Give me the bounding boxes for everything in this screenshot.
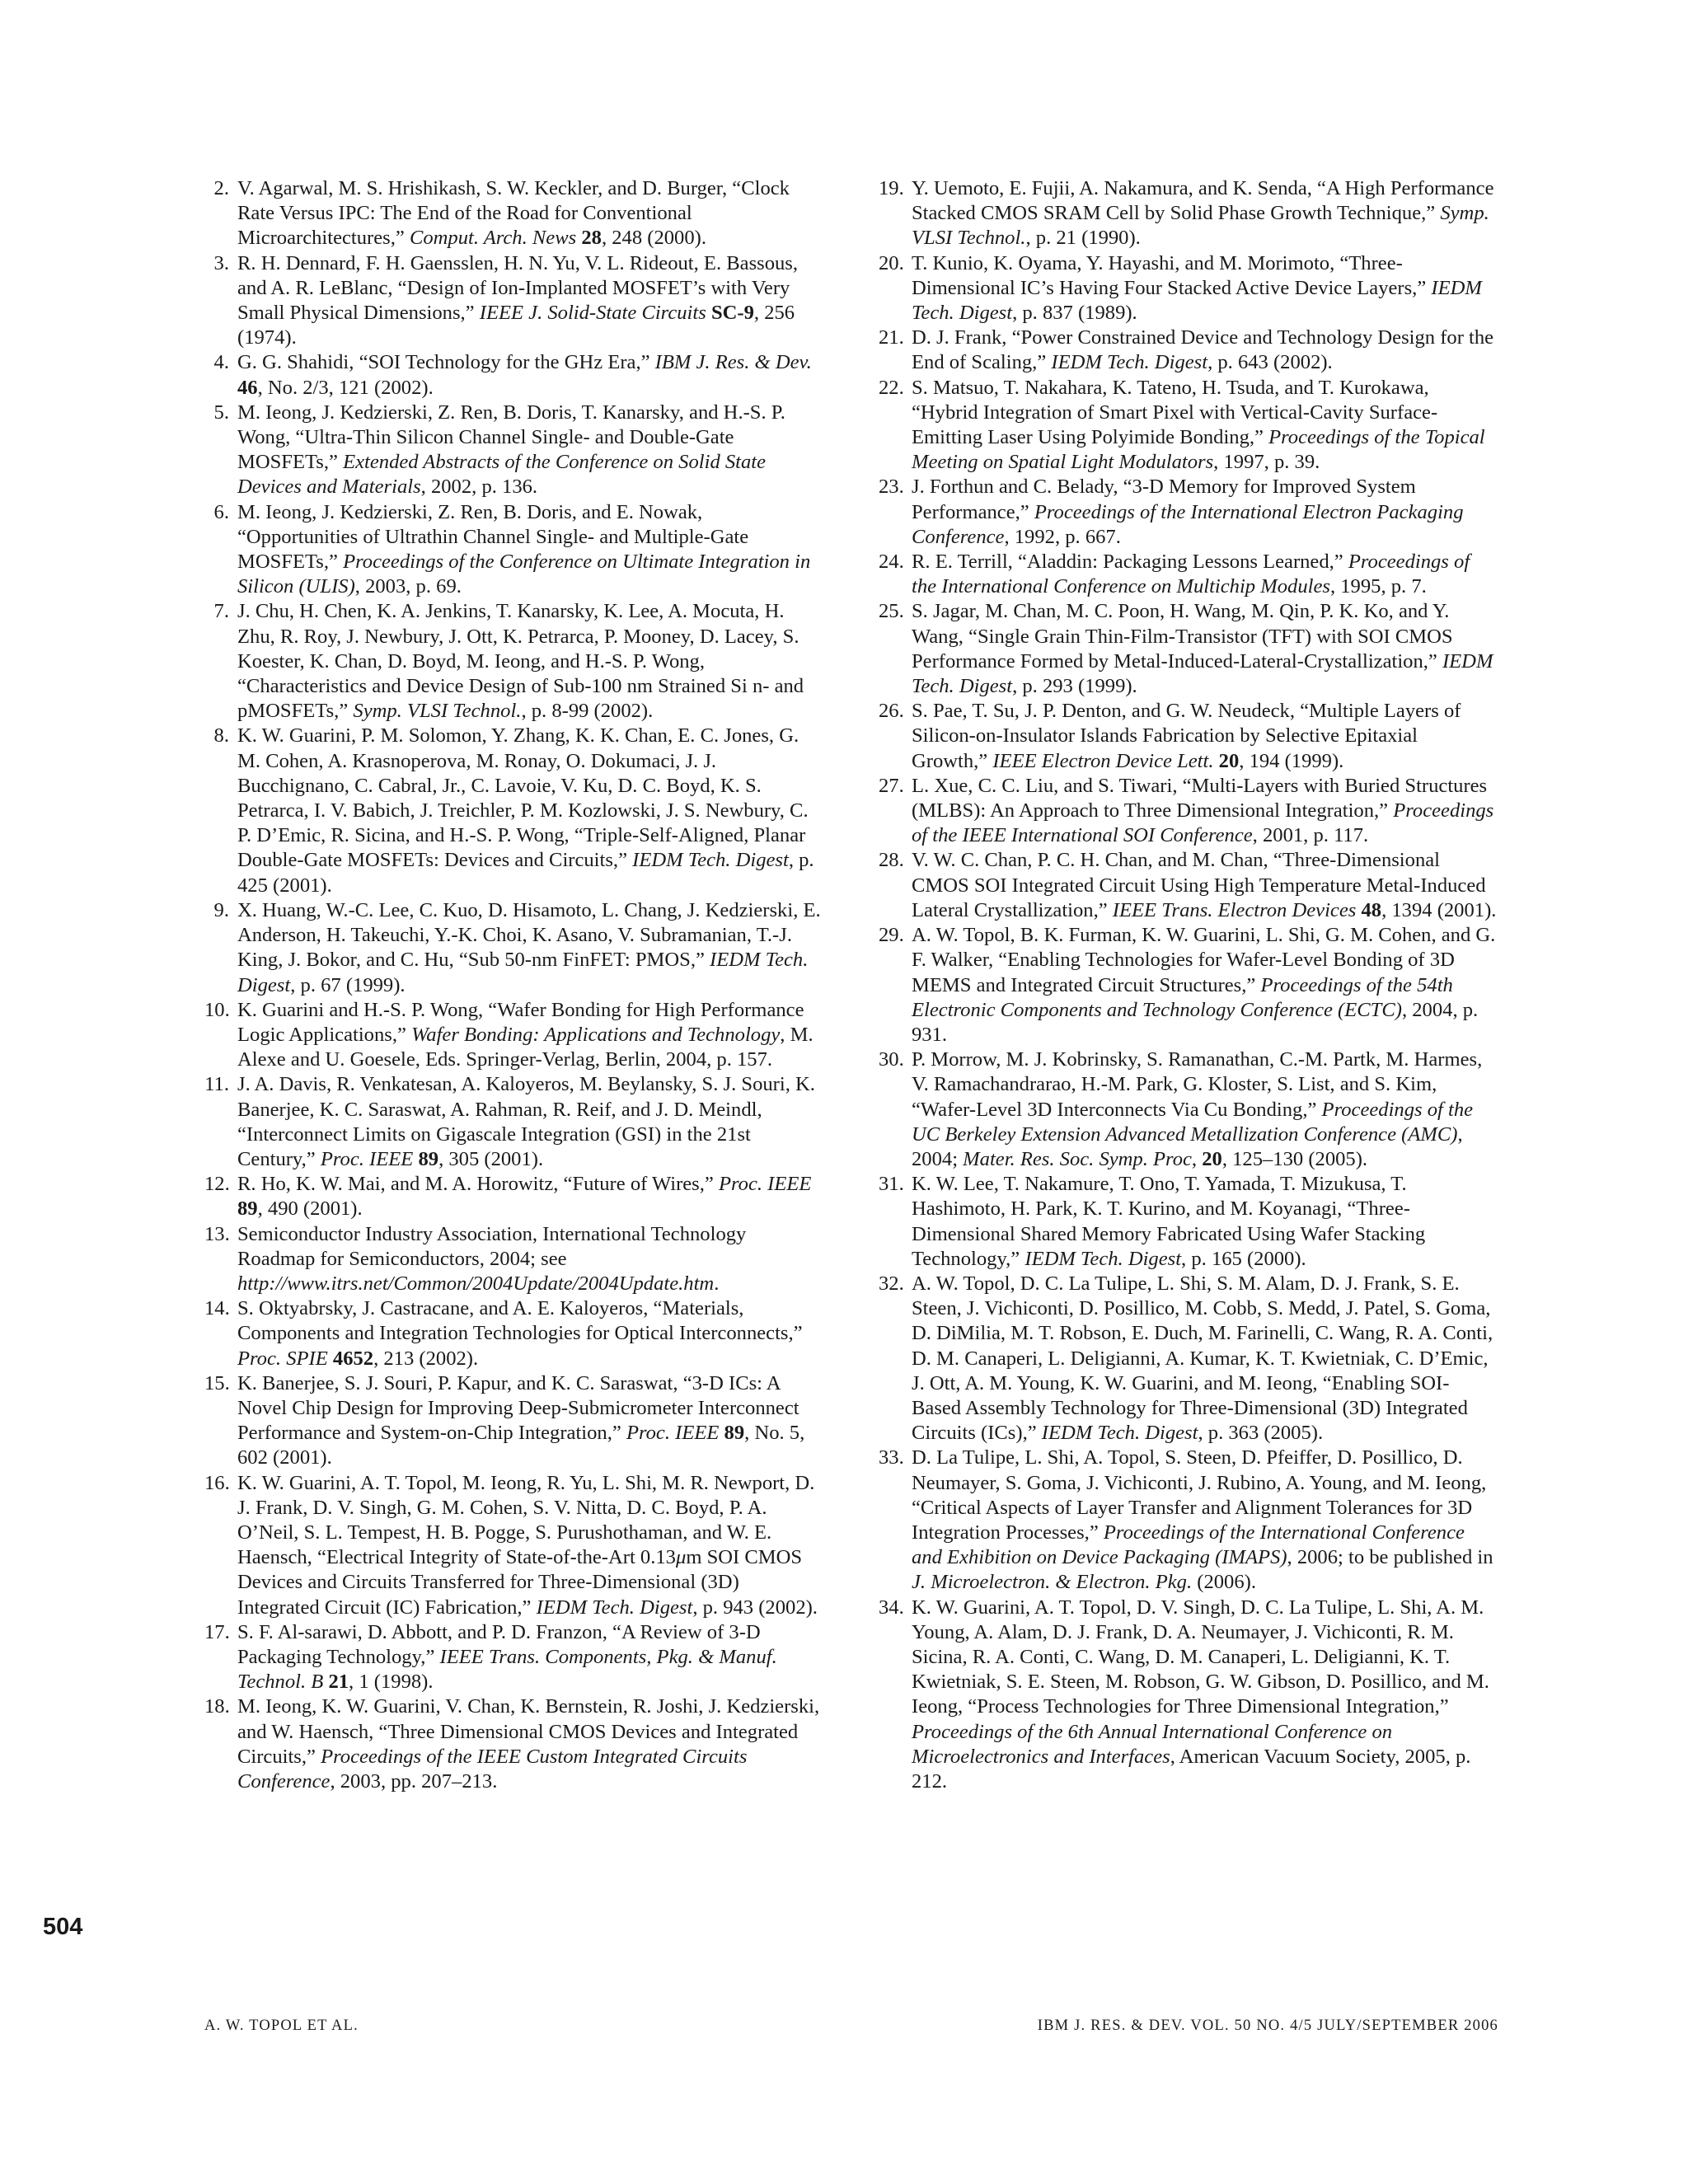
bold-volume-text: 89 bbox=[418, 1147, 439, 1170]
reference-number: 5. bbox=[213, 401, 229, 424]
reference-number: 3. bbox=[213, 251, 229, 274]
reference-text bbox=[237, 1222, 824, 1297]
italic-citation-text: Comput. Arch. News bbox=[409, 227, 577, 250]
reference-number: 34. bbox=[879, 1596, 904, 1619]
citation-text: , 194 (1999). bbox=[1239, 749, 1344, 772]
italic-citation-text: IEDM Tech. Digest bbox=[912, 649, 1493, 698]
reference-item bbox=[204, 1172, 824, 1221]
citation-text: J. Forthun and C. Belady, “3-D Memory for Improved System Performance,” bbox=[912, 476, 1416, 523]
reference-item bbox=[204, 1620, 824, 1695]
reference-item bbox=[204, 500, 824, 600]
reference-item bbox=[204, 401, 824, 500]
citation-text: , No. 5, 602 (2001). bbox=[237, 1422, 805, 1469]
citation-text: , 1995, p. 7. bbox=[1329, 575, 1427, 598]
reference-number: 10. bbox=[204, 998, 230, 1021]
citation-text: P. Morrow, M. J. Kobrinsky, S. Ramanathan, C.-M. Partk, M. Harmes, V. Ramachandrarao, H.-M. Park, G. Kloster, S. List, and S. Kim, “Wafer-Level 3D Interconnects Via Cu Bonding,” bbox=[912, 1048, 1483, 1121]
citation-text: R. Ho, K. W. Mai, and M. A. Horowitz, “Future of Wires,” bbox=[237, 1173, 719, 1196]
citation-text: M. Ieong, K. W. Guarini, V. Chan, K. Bernstein, R. Joshi, J. Kedzierski, and W. Haensch, “Three Dimensional CMOS Devices and Integrated Circuits,” bbox=[237, 1695, 820, 1768]
citation-text: , 2004, p. 931. bbox=[912, 998, 1479, 1046]
italic-citation-text: Wafer Bonding: Applications and Technology bbox=[411, 1023, 781, 1046]
reference-number: 20. bbox=[879, 251, 904, 274]
reference-item bbox=[204, 350, 824, 400]
citation-text: V. Agarwal, M. S. Hrishikash, S. W. Keckler, and D. Burger, “Clock Rate Versus IPC: The End of the Road for Conventional Microarchitectures,” bbox=[237, 177, 790, 250]
bold-volume-text: 20 bbox=[1202, 1147, 1222, 1170]
reference-item bbox=[879, 774, 1498, 849]
citation-text: , 305 (2001). bbox=[438, 1147, 544, 1170]
citation-text: K. W. Guarini, A. T. Topol, D. V. Singh, D. C. La Tulipe, L. Shi, A. M. Young, A. Alam, D. J. Frank, D. A. Neumayer, J. Vichiconti, R. M. Sicina, R. A. Conti, C. Wang, D. M. Canaperi, L. Deligianni, K. T. Kwietniak, S. E. Steen, M. Robson, G. W. Gibson, D. Posillico, and M. Ieong, “Process Technologies for Three Dimensional Integration,” bbox=[912, 1596, 1489, 1718]
reference-item bbox=[204, 599, 824, 724]
citation-text: , 125–130 (2005). bbox=[1221, 1147, 1368, 1170]
reference-text bbox=[912, 599, 1498, 699]
italic-citation-text: μ bbox=[675, 1546, 687, 1569]
italic-citation-text: IEEE Electron Device Lett. bbox=[992, 749, 1214, 772]
reference-number: 9. bbox=[213, 898, 229, 921]
italic-citation-text: Proc. IEEE bbox=[626, 1422, 720, 1445]
citation-text: , p. 21 (1990). bbox=[1025, 227, 1141, 250]
bold-volume-text: 20 bbox=[1218, 749, 1240, 772]
citation-text: , 2006; to be published in bbox=[1287, 1546, 1493, 1569]
citation-text: , 2002, p. 136. bbox=[420, 476, 538, 499]
citation-text: R. E. Terrill, “Aladdin: Packaging Lessons Learned,” bbox=[912, 551, 1348, 574]
reference-column-right bbox=[879, 176, 1498, 1794]
citation-text: K. W. Guarini, A. T. Topol, M. Ieong, R. Yu, L. Shi, M. R. Newport, D. J. Frank, D. V. Singh, G. M. Cohen, S. V. Nitta, D. C. Boyd, P. A. O’Neil, S. L. Tempest, H. B. Pogge, S. Purushothaman, and W. E. Haensch, “Electrical Integrity of State-of-the-Art 0.13 bbox=[237, 1471, 815, 1569]
reference-text bbox=[237, 350, 824, 400]
reference-text bbox=[912, 251, 1498, 326]
reference-text bbox=[237, 500, 824, 600]
italic-citation-text: IEDM Tech. Digest bbox=[912, 276, 1482, 325]
reference-item bbox=[879, 1172, 1498, 1272]
citation-text: X. Huang, W.-C. Lee, C. Kuo, D. Hisamoto, L. Chang, J. Kedzierski, E. Anderson, H. Takeuchi, Y.-K. Choi, K. Asano, V. Subramanian, T.-J. King, J. Bokor, and C. Hu, “Sub 50-nm FinFET: PMOS,” bbox=[237, 898, 821, 972]
citation-text: , M. Alexe and U. Goesele, Eds. Springer-Verlag, Berlin, 2004, p. 157. bbox=[237, 1023, 814, 1071]
citation-text: , 1992, p. 667. bbox=[1004, 525, 1121, 548]
citation-text: S. Oktyabrsky, J. Castracane, and A. E. Kaloyeros, “Materials, Components and Integration Technologies for Optical Interconnects,” bbox=[237, 1297, 803, 1345]
reference-number: 32. bbox=[879, 1272, 904, 1295]
reference-item bbox=[879, 923, 1498, 1047]
reference-text bbox=[237, 176, 824, 251]
reference-text bbox=[912, 1272, 1498, 1446]
citation-text: , No. 2/3, 121 (2002). bbox=[257, 376, 434, 399]
citation-text: , 2003, p. 69. bbox=[354, 575, 462, 598]
italic-citation-text: Proceedings of the IEEE International SOI Conference bbox=[912, 799, 1494, 847]
italic-citation-text: IBM J. Res. & Dev. bbox=[654, 351, 812, 374]
reference-item bbox=[204, 251, 824, 351]
bold-volume-text: 46 bbox=[237, 376, 258, 399]
reference-number: 25. bbox=[879, 600, 904, 623]
bold-volume-text: 4652 bbox=[332, 1347, 374, 1370]
reference-text bbox=[912, 923, 1498, 1047]
reference-item bbox=[879, 251, 1498, 326]
reference-text bbox=[237, 898, 824, 998]
reference-number: 23. bbox=[879, 476, 904, 499]
reference-item bbox=[204, 1222, 824, 1297]
italic-citation-text: Proceedings of the 6th Annual International Conference on Microelectronics and Interfaces bbox=[912, 1720, 1393, 1768]
reference-text bbox=[912, 699, 1498, 774]
citation-text: , p. 643 (2002). bbox=[1207, 351, 1333, 374]
reference-number: 21. bbox=[879, 326, 904, 349]
reference-text bbox=[912, 1047, 1498, 1172]
reference-number: 26. bbox=[879, 700, 904, 723]
reference-text bbox=[237, 1072, 824, 1172]
reference-text bbox=[912, 1446, 1498, 1595]
italic-citation-text: http://www.itrs.net/Common/2004Update/2004Update.htm bbox=[237, 1272, 715, 1295]
reference-text bbox=[912, 848, 1498, 923]
reference-number: 12. bbox=[204, 1173, 230, 1196]
reference-number: 15. bbox=[204, 1371, 230, 1394]
reference-number: 2. bbox=[213, 177, 229, 199]
bold-volume-text: 89 bbox=[724, 1422, 745, 1445]
reference-text bbox=[912, 1596, 1498, 1795]
reference-text bbox=[237, 998, 824, 1073]
citation-text: K. W. Lee, T. Nakamure, T. Ono, T. Yamada, T. Mizukusa, T. Hashimoto, H. Park, K. T. Kurino, and M. Koyanagi, “Three-Dimensional Shared Memory Fabricated Using Wafer Stacking Technology,” bbox=[912, 1173, 1426, 1270]
reference-text bbox=[912, 774, 1498, 849]
reference-text bbox=[237, 1371, 824, 1471]
citation-text: S. Pae, T. Su, J. P. Denton, and G. W. Neudeck, “Multiple Layers of Silicon-on-Insulator Islands Fabrication by Selective Epitaxial Growth,” bbox=[912, 700, 1461, 772]
citation-text: , p. 293 (1999). bbox=[1012, 675, 1137, 698]
citation-text: , bbox=[1191, 1147, 1203, 1170]
reference-text bbox=[912, 376, 1498, 476]
citation-text: D. J. Frank, “Power Constrained Device and Technology Design for the End of Scaling,” bbox=[912, 326, 1494, 374]
reference-item bbox=[879, 848, 1498, 923]
reference-item bbox=[879, 1272, 1498, 1446]
citation-text: (2006). bbox=[1192, 1571, 1256, 1594]
italic-citation-text: IEDM Tech. Digest bbox=[1051, 351, 1208, 374]
reference-number: 24. bbox=[879, 551, 904, 574]
italic-citation-text: Extended Abstracts of the Conference on Solid State Devices and Materials bbox=[237, 451, 767, 499]
running-footer-journal: IBM J. RES. & DEV. VOL. 50 NO. 4/5 JULY/SEPTEMBER 2006 bbox=[1037, 2018, 1498, 2034]
reference-item bbox=[204, 1296, 824, 1371]
citation-text: D. La Tulipe, L. Shi, A. Topol, S. Steen, D. Pfeiffer, D. Posillico, D. Neumayer, S. Goma, J. Vichiconti, J. Rubino, A. Young, and M. Ieong, “Critical Aspects of Layer Transfer and Alignment Tolerances for 3D Integration Processes,” bbox=[912, 1446, 1487, 1544]
italic-citation-text: IEEE Trans. Components, Pkg. & Manuf. Technol. B bbox=[237, 1645, 777, 1694]
bold-volume-text: 28 bbox=[581, 227, 602, 250]
reference-number: 11. bbox=[204, 1073, 229, 1096]
italic-citation-text: IEDM Tech. Digest bbox=[1041, 1422, 1198, 1445]
italic-citation-text: J. Microelectron. & Electron. Pkg. bbox=[912, 1571, 1193, 1594]
italic-citation-text: Proc. IEEE bbox=[718, 1173, 812, 1196]
citation-text: . bbox=[714, 1272, 720, 1295]
reference-number: 13. bbox=[204, 1222, 230, 1245]
reference-number: 33. bbox=[879, 1446, 904, 1469]
bold-volume-text: 21 bbox=[328, 1671, 349, 1694]
reference-item bbox=[204, 998, 824, 1073]
reference-text bbox=[237, 401, 824, 500]
reference-text bbox=[912, 326, 1498, 375]
italic-citation-text: Mater. Res. Soc. Symp. Proc bbox=[963, 1147, 1192, 1170]
italic-citation-text: Symp. VLSI Technol. bbox=[353, 700, 522, 723]
reference-number: 19. bbox=[879, 177, 904, 199]
reference-text bbox=[237, 251, 824, 351]
citation-text: , p. 363 (2005). bbox=[1198, 1422, 1324, 1445]
italic-citation-text: Proceedings of the International Conference and Exhibition on Device Packaging (IMAPS) bbox=[912, 1521, 1465, 1569]
reference-item bbox=[879, 699, 1498, 774]
citation-text: S. Matsuo, T. Nakahara, K. Tateno, H. Tsuda, and T. Kurokawa, “Hybrid Integration of Smart Pixel with Vertical-Cavity Surface-Emitting Laser Using Polyimide Bonding,” bbox=[912, 376, 1438, 449]
reference-text bbox=[237, 599, 824, 724]
reference-item bbox=[204, 724, 824, 898]
reference-item bbox=[879, 176, 1498, 251]
bold-volume-text: 48 bbox=[1361, 898, 1382, 921]
citation-text: T. Kunio, K. Oyama, Y. Hayashi, and M. Morimoto, “Three-Dimensional IC’s Having Four Stacked Active Device Layers,” bbox=[912, 251, 1432, 299]
reference-number: 16. bbox=[204, 1471, 230, 1494]
citation-text: L. Xue, C. C. Liu, and S. Tiwari, “Multi-Layers with Buried Structures (MLBS): An Approach to Three Dimensional Integration,” bbox=[912, 774, 1488, 823]
citation-text: , p. 165 (2000). bbox=[1181, 1247, 1306, 1270]
citation-text: , 2003, pp. 207–213. bbox=[330, 1770, 498, 1793]
italic-citation-text: IEDM Tech. Digest bbox=[237, 949, 809, 996]
reference-number: 31. bbox=[879, 1173, 904, 1196]
citation-text: , 1394 (2001). bbox=[1381, 898, 1497, 921]
citation-text: , p. 837 (1989). bbox=[1012, 302, 1137, 325]
citation-text: M. Ieong, J. Kedzierski, Z. Ren, B. Doris, and E. Nowak, “Opportunities of Ultrathin Channel Single- and Multiple-Gate MOSFETs,” bbox=[237, 500, 749, 574]
reference-item bbox=[879, 1596, 1498, 1795]
running-footer-author: A. W. TOPOL ET AL. bbox=[204, 2018, 359, 2034]
reference-text bbox=[912, 475, 1498, 550]
reference-text bbox=[237, 1172, 824, 1221]
italic-citation-text: Proc. IEEE bbox=[320, 1147, 414, 1170]
citation-text: , 2001, p. 117. bbox=[1252, 824, 1369, 847]
citation-text: K. Guarini and H.-S. P. Wong, “Wafer Bonding for High Performance Logic Applications,” bbox=[237, 998, 804, 1046]
citation-text: , American Vacuum Society, 2005, p. 212. bbox=[912, 1745, 1471, 1793]
reference-number: 18. bbox=[204, 1695, 230, 1718]
reference-item bbox=[204, 1072, 824, 1172]
page-number: 504 bbox=[43, 1914, 83, 1940]
italic-citation-text: IEDM Tech. Digest bbox=[632, 849, 789, 872]
citation-text: , p. 943 (2002). bbox=[692, 1596, 818, 1619]
italic-citation-text: Proceedings of the UC Berkeley Extension Advanced Metallization Conference (AMC) bbox=[912, 1098, 1474, 1146]
reference-item bbox=[879, 550, 1498, 599]
reference-number: 7. bbox=[213, 600, 229, 623]
citation-text: , 256 (1974). bbox=[237, 302, 795, 349]
citation-text: , 1 (1998). bbox=[349, 1671, 434, 1694]
citation-text: M. Ieong, J. Kedzierski, Z. Ren, B. Doris, T. Kanarsky, and H.-S. P. Wong, “Ultra-Thin Silicon Channel Single- and Double-Gate MOSFETs,” bbox=[237, 401, 785, 474]
reference-item bbox=[204, 1694, 824, 1794]
italic-citation-text: Proceedings of the International Electron Packaging Conference bbox=[912, 500, 1464, 548]
italic-citation-text: IEEE Trans. Electron Devices bbox=[1112, 898, 1357, 921]
reference-number: 14. bbox=[204, 1297, 230, 1320]
reference-text bbox=[237, 724, 824, 898]
reference-text bbox=[912, 176, 1498, 251]
reference-item bbox=[879, 475, 1498, 550]
reference-item bbox=[879, 1446, 1498, 1595]
reference-text bbox=[237, 1296, 824, 1371]
reference-number: 22. bbox=[879, 376, 904, 399]
italic-citation-text: Proceedings of the International Conference on Multichip Modules bbox=[912, 551, 1470, 598]
reference-number: 4. bbox=[213, 351, 229, 374]
reference-item bbox=[879, 376, 1498, 476]
citation-text: Semiconductor Industry Association, International Technology Roadmap for Semiconductors, 2004; see bbox=[237, 1222, 747, 1270]
italic-citation-text: IEEE J. Solid-State Circuits bbox=[479, 302, 706, 325]
reference-item bbox=[204, 898, 824, 998]
reference-text bbox=[237, 1620, 824, 1695]
reference-column-left bbox=[204, 176, 824, 1794]
italic-citation-text: IEDM Tech. Digest bbox=[1025, 1247, 1182, 1270]
reference-item bbox=[204, 1371, 824, 1471]
italic-citation-text: IEDM Tech. Digest bbox=[536, 1596, 693, 1619]
reference-number: 28. bbox=[879, 849, 904, 872]
reference-number: 17. bbox=[204, 1620, 230, 1643]
reference-number: 30. bbox=[879, 1048, 904, 1071]
citation-text: S. Jagar, M. Chan, M. C. Poon, H. Wang, M. Qin, P. K. Ko, and Y. Wang, “Single Grain Thin-Film-Transistor (TFT) with SOI CMOS Performance Formed by Metal-Induced-Lateral-Crystallization,” bbox=[912, 600, 1453, 673]
reference-number: 29. bbox=[879, 924, 904, 947]
citation-text: J. Chu, H. Chen, K. A. Jenkins, T. Kanarsky, K. Lee, A. Mocuta, H. Zhu, R. Roy, J. Newbury, J. Ott, K. Petrarca, P. Mooney, D. Lacey, S. Koester, K. Chan, D. Boyd, M. Ieong, and H.-S. P. Wong, “Characteristics and Device Design of Sub-100 nm Strained Si n- and pMOSFETs,” bbox=[237, 600, 804, 723]
citation-text: V. W. C. Chan, P. C. H. Chan, and M. Chan, “Three-Dimensional CMOS SOI Integrated Circuit Using High Temperature Metal-Induced Lateral Crystallization,” bbox=[912, 849, 1486, 921]
italic-citation-text: Proceedings of the Topical Meeting on Spatial Light Modulators bbox=[912, 426, 1485, 474]
reference-number: 6. bbox=[213, 500, 229, 523]
reference-text bbox=[912, 1172, 1498, 1272]
citation-text: Y. Uemoto, E. Fujii, A. Nakamura, and K. Senda, “A High Performance Stacked CMOS SRAM Cell by Solid Phase Growth Technique,” bbox=[912, 177, 1494, 225]
citation-text: S. F. Al-sarawi, D. Abbott, and P. D. Franzon, “A Review of 3-D Packaging Technology,” bbox=[237, 1620, 761, 1668]
citation-text: G. G. Shahidi, “SOI Technology for the GHz Era,” bbox=[237, 351, 655, 374]
citation-text: , p. 425 (2001). bbox=[237, 849, 814, 897]
reference-item bbox=[879, 1047, 1498, 1172]
reference-number: 8. bbox=[213, 724, 229, 748]
citation-text: K. Banerjee, S. J. Souri, P. Kapur, and K. C. Saraswat, “3-D ICs: A Novel Chip Design for Improving Deep-Submicrometer Interconnect Performance and System-on-Chip Integration,” bbox=[237, 1371, 799, 1445]
reference-text bbox=[237, 1694, 824, 1794]
citation-text: , 248 (2000). bbox=[601, 227, 706, 250]
reference-number: 27. bbox=[879, 774, 904, 797]
bold-volume-text: SC-9 bbox=[710, 302, 754, 325]
italic-citation-text: Proceedings of the IEEE Custom Integrated Circuits Conference bbox=[237, 1745, 748, 1793]
reference-item bbox=[204, 176, 824, 251]
italic-citation-text: Proc. SPIE bbox=[237, 1347, 328, 1370]
citation-text: , 1997, p. 39. bbox=[1213, 451, 1320, 474]
citation-text: K. W. Guarini, P. M. Solomon, Y. Zhang, K. K. Chan, E. C. Jones, G. M. Cohen, A. Krasnoperova, M. Ronay, O. Dokumaci, J. J. Bucchignano, C. Cabral, Jr., C. Lavoie, V. Ku, D. C. Boyd, K. S. Petrarca, I. V. Babich, J. Treichler, P. M. Kozlowski, J. S. Newbury, C. P. D’Emic, R. Sicina, and H.-S. P. Wong, “Triple-Self-Aligned, Planar Double-Gate MOSFETs: Devices and Circuits,” bbox=[237, 724, 809, 872]
reference-item bbox=[204, 1471, 824, 1620]
reference-text bbox=[912, 550, 1498, 599]
italic-citation-text: Proceedings of the 54th Electronic Components and Technology Conference (ECTC) bbox=[912, 973, 1453, 1021]
citation-text: R. H. Dennard, F. H. Gaensslen, H. N. Yu, V. L. Rideout, E. Bassous, and A. R. LeBlanc, “Design of Ion-Implanted MOSFET’s with Very Small Physical Dimensions,” bbox=[237, 251, 799, 325]
citation-text: , 213 (2002). bbox=[373, 1347, 479, 1370]
citation-text: m SOI CMOS Devices and Circuits Transferred for Three-Dimensional (3D) Integrated Circuit (IC) Fabrication,” bbox=[237, 1546, 803, 1619]
italic-citation-text: Symp. VLSI Technol. bbox=[912, 202, 1489, 250]
reference-text bbox=[237, 1471, 824, 1620]
italic-citation-text: Proceedings of the Conference on Ultimate Integration in Silicon (ULIS) bbox=[237, 551, 811, 598]
citation-text: J. A. Davis, R. Venkatesan, A. Kaloyeros, M. Beylansky, S. J. Souri, K. Banerjee, K. C. Saraswat, A. Rahman, R. Reif, and J. D. Meindl, “Interconnect Limits on Gigascale Integration (GSI) in the 21st Century,” bbox=[237, 1073, 815, 1170]
citation-text: , 2004; bbox=[912, 1122, 1463, 1170]
citation-text: , 490 (2001). bbox=[257, 1197, 363, 1221]
reference-item bbox=[879, 326, 1498, 375]
citation-text: A. W. Topol, B. K. Furman, K. W. Guarini, L. Shi, G. M. Cohen, and G. F. Walker, “Enabling Technologies for Wafer-Level Bonding of 3D MEMS and Integrated Circuit Structures,” bbox=[912, 924, 1496, 996]
reference-item bbox=[879, 599, 1498, 699]
citation-text: A. W. Topol, D. C. La Tulipe, L. Shi, S. M. Alam, D. J. Frank, S. E. Steen, J. Vichiconti, D. Posillico, M. Cobb, S. Medd, J. Patel, S. Goma, D. DiMilia, M. T. Robson, E. Duch, M. Farinelli, C. Wang, R. A. Conti, D. M. Canaperi, L. Deligianni, A. Kumar, K. T. Kwietniak, C. D’Emic, J. Ott, A. M. Young, K. W. Guarini, and M. Ieong, “Enabling SOI-Based Assembly Technology for Three-Dimensional (3D) Integrated Circuits (ICs),” bbox=[912, 1272, 1493, 1445]
citation-text: , p. 8-99 (2002). bbox=[521, 700, 654, 723]
citation-text: , p. 67 (1999). bbox=[290, 973, 406, 996]
bold-volume-text: 89 bbox=[237, 1197, 258, 1221]
